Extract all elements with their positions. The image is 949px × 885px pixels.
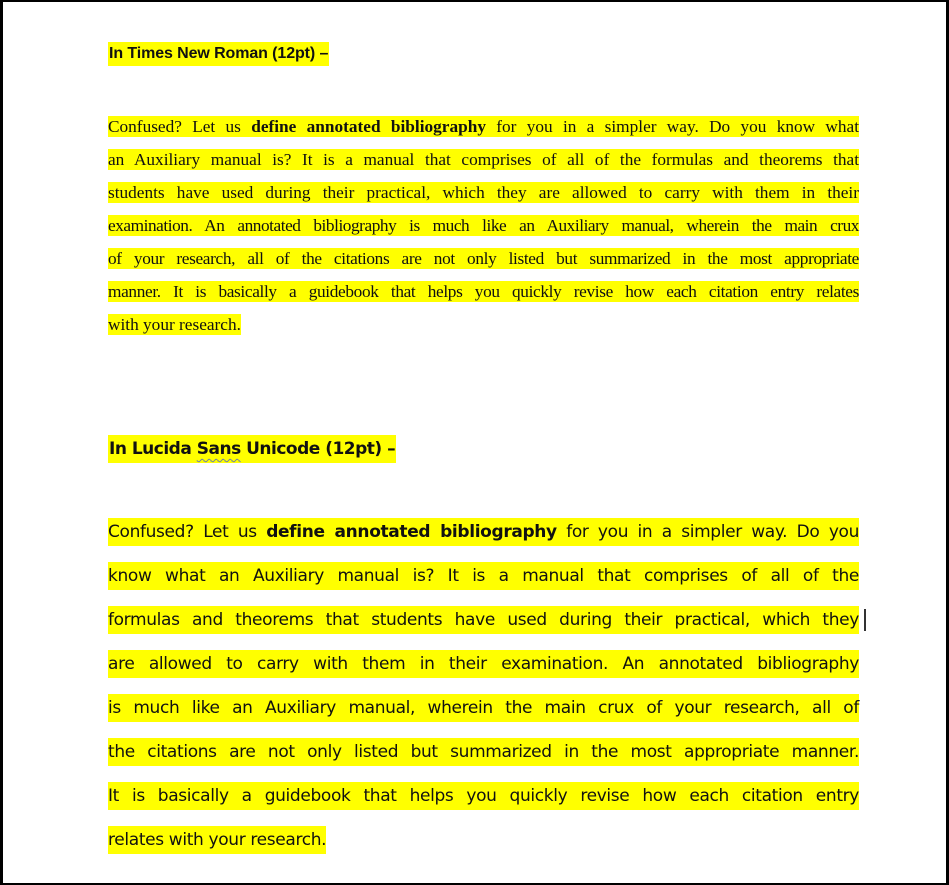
text-run: Confused? Let us	[108, 117, 252, 136]
highlighted-text: of your research, all of the citations are not only listed but summarized in the most appropriate	[108, 249, 859, 268]
paragraph-line	[108, 314, 241, 335]
highlighted-text: know what an Auxiliary manual is? It is a manual that comprises of all of the	[108, 562, 859, 590]
text-run: In Lucida	[109, 439, 197, 459]
paragraph-line	[108, 694, 859, 722]
paragraph-line	[108, 518, 859, 546]
highlighted-text: It is basically a guidebook that helps you quickly revise how each citation entry	[108, 782, 859, 810]
highlighted-text: an Auxiliary manual is? It is a manual that comprises of all of the formulas and theorems that	[108, 150, 859, 169]
highlighted-text: examination. An annotated bibliography is much like an Auxiliary manual, wherein the main crux	[108, 216, 859, 235]
heading-text: In Times New Roman (12pt) –	[108, 42, 329, 66]
section-heading-times-new-roman	[108, 42, 329, 66]
paragraph-line	[108, 281, 859, 302]
highlighted-text: is much like an Auxiliary manual, wherein the main crux of your research, all of	[108, 694, 859, 722]
paragraph-line	[108, 738, 859, 766]
highlighted-text: with your research.	[108, 315, 241, 334]
paragraph-line	[108, 650, 859, 678]
paragraph-line	[108, 248, 859, 269]
paragraph-line	[108, 182, 859, 203]
highlighted-text: the citations are not only listed but summarized in the most appropriate manner.	[108, 738, 859, 766]
paragraph-line	[108, 826, 326, 854]
text-insertion-cursor	[864, 609, 866, 631]
paragraph-line	[108, 116, 859, 137]
section-heading-lucida-sans-unicode	[108, 435, 396, 463]
paragraph-line	[108, 215, 859, 236]
paragraph-line	[108, 149, 859, 170]
highlighted-text: are allowed to carry with them in their examination. An annotated bibliography	[108, 650, 859, 678]
paragraph-line	[108, 782, 859, 810]
text-run: Confused? Let us	[108, 522, 267, 542]
text-run: for you in a simpler way. Do you know what	[485, 117, 860, 136]
highlighted-text: relates with your research.	[108, 826, 326, 854]
paragraph-line	[108, 562, 859, 590]
bold-term: define annotated bibliography	[266, 522, 557, 542]
heading-text	[108, 435, 396, 463]
highlighted-text: formulas and theorems that students have used during their practical, which they	[108, 606, 859, 634]
paragraph-line	[108, 606, 859, 634]
text-run: Unicode (12pt) –	[240, 439, 396, 459]
text-run: for you in a simpler way. Do you	[556, 522, 860, 542]
highlighted-text	[108, 518, 859, 546]
highlighted-text: manner. It is basically a guidebook that helps you quickly revise how each citation entry relates	[108, 282, 859, 301]
highlighted-text	[108, 116, 859, 137]
spellcheck-flagged-word[interactable]: Sans	[196, 439, 241, 459]
highlighted-text: students have used during their practical, which they are allowed to carry with them in their	[108, 183, 859, 202]
bold-term: define annotated bibliography	[251, 117, 486, 136]
